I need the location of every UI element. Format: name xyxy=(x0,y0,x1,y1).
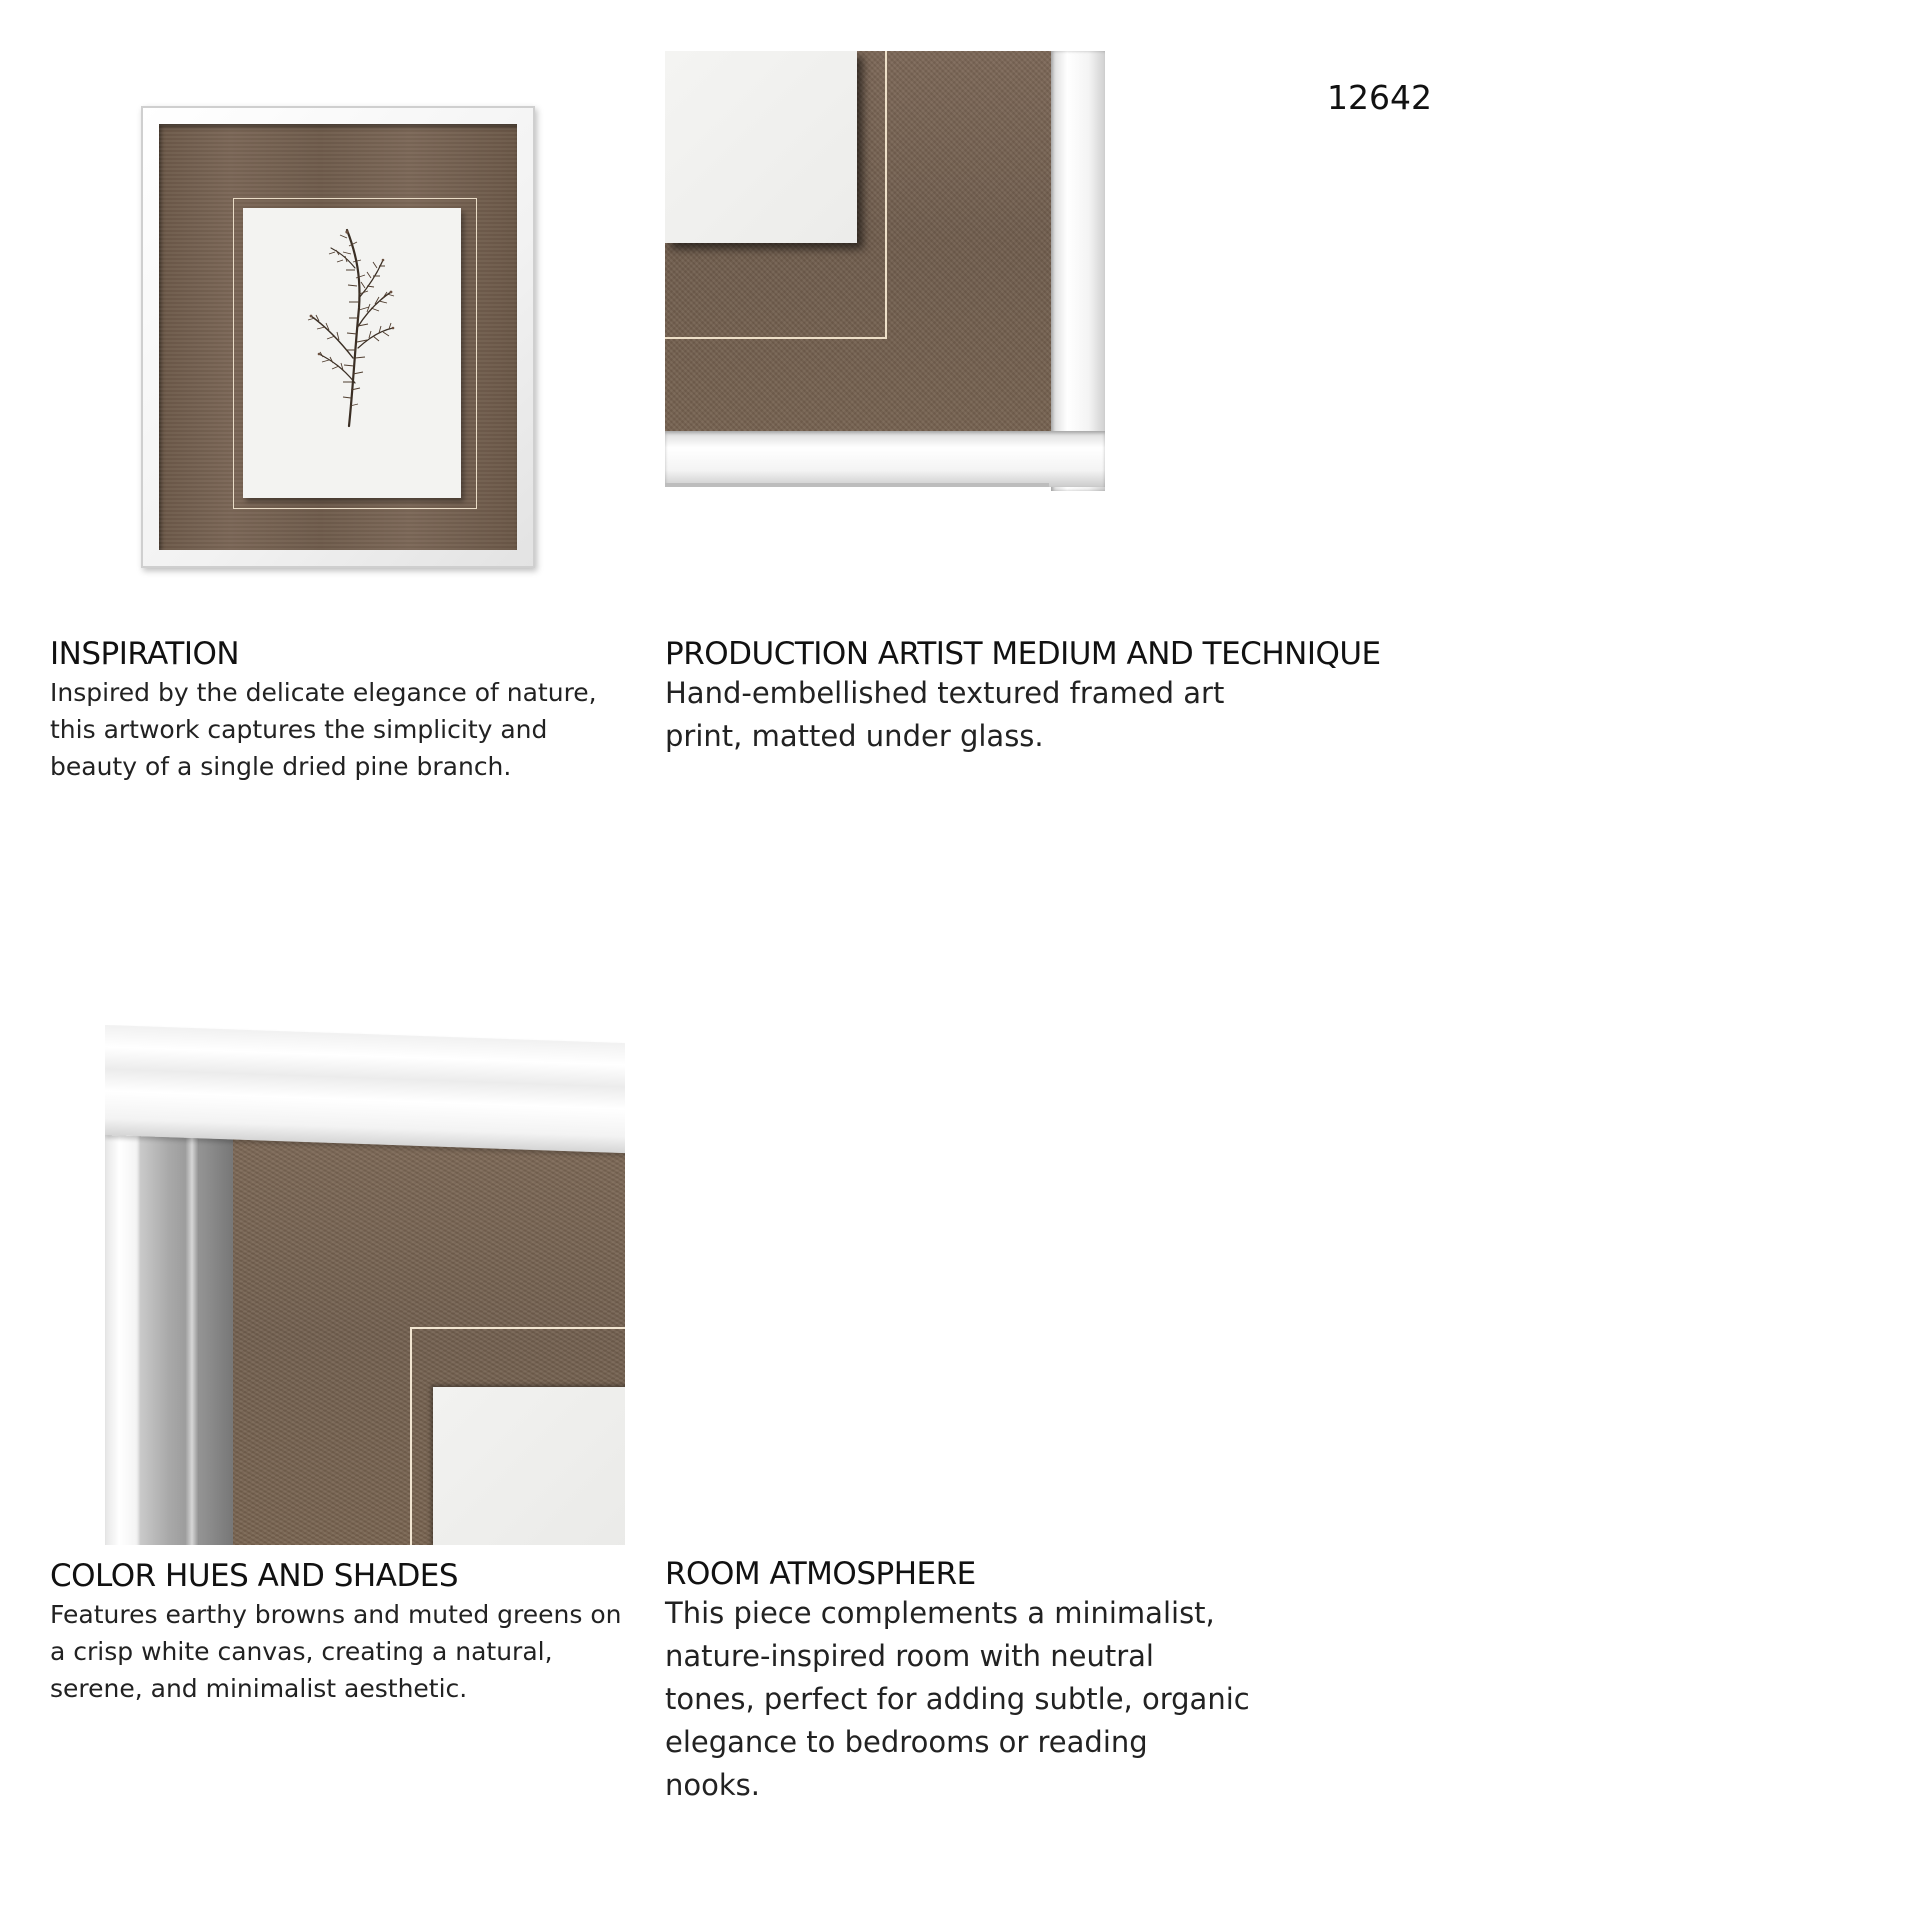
body-line: nature-inspired room with neutral xyxy=(665,1639,1154,1673)
body-line: beauty of a single dried pine branch. xyxy=(50,752,512,781)
art-paper-corner xyxy=(433,1387,625,1545)
frame-left-edge xyxy=(105,1065,141,1545)
body-line: nooks. xyxy=(665,1768,760,1802)
section-title: COLOR HUES AND SHADES xyxy=(50,1558,459,1594)
section-inspiration xyxy=(50,636,630,785)
frame-bottom-edge xyxy=(665,431,1105,487)
section-body xyxy=(50,674,630,785)
mat-board xyxy=(159,124,517,550)
body-line: print, matted under glass. xyxy=(665,719,1044,753)
body-line: This piece complements a minimalist, xyxy=(665,1596,1215,1630)
art-paper xyxy=(243,208,461,498)
body-line: Features earthy browns and muted greens on xyxy=(50,1600,622,1629)
art-paper-corner xyxy=(665,51,857,243)
body-line: tones, perfect for adding subtle, organic xyxy=(665,1682,1250,1716)
frame-right-edge xyxy=(1051,51,1105,491)
section-title: INSPIRATION xyxy=(50,636,240,672)
body-line: this artwork captures the simplicity and xyxy=(50,715,548,744)
body-line: a crisp white canvas, creating a natural, xyxy=(50,1637,553,1666)
frame-corner-detail-image xyxy=(665,51,1105,491)
pine-branch-illustration xyxy=(243,208,461,498)
section-room xyxy=(665,1556,1285,1807)
section-body xyxy=(665,1592,1285,1807)
section-title: PRODUCTION ARTIST MEDIUM AND TECHNIQUE xyxy=(665,636,1381,672)
frame-angle-detail-image xyxy=(105,1025,625,1545)
body-line: Hand-embellished textured framed art xyxy=(665,676,1225,710)
section-body xyxy=(665,672,1565,758)
section-title: ROOM ATMOSPHERE xyxy=(665,1556,976,1592)
framed-artwork-image xyxy=(141,106,535,568)
frame-top-edge xyxy=(105,1025,625,1154)
section-color xyxy=(50,1558,650,1707)
body-line: Inspired by the delicate elegance of nature, xyxy=(50,678,597,707)
body-line: elegance to bedrooms or reading xyxy=(665,1725,1148,1759)
frame-inner-rail xyxy=(185,1110,199,1545)
section-production xyxy=(665,636,1565,758)
section-body xyxy=(50,1596,650,1707)
product-number: 12642 xyxy=(1327,78,1432,117)
mat-board xyxy=(665,51,1051,431)
body-line: serene, and minimalist aesthetic. xyxy=(50,1674,468,1703)
